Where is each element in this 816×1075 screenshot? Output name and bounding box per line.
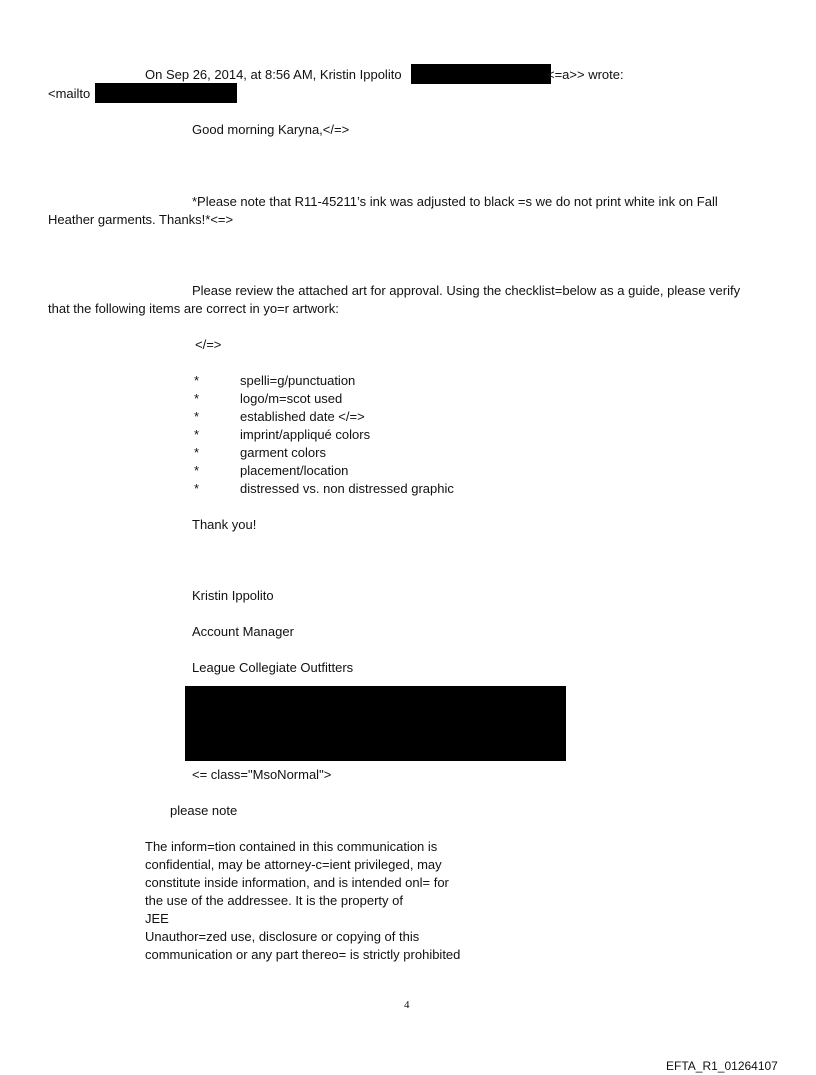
disclaimer-line: JEE (145, 911, 169, 926)
checklist-bullet: * (194, 445, 200, 460)
note-line-2: Heather garments. Thanks!*<=> (48, 212, 234, 227)
review-line-2: that the following items are correct in yo=r artwork: (48, 301, 339, 316)
checklist-item: logo/m=scot used (240, 391, 343, 406)
wrote-suffix: <=a>> wrote: (547, 67, 624, 82)
checklist-bullet: * (194, 481, 200, 496)
checklist-bullet: * (194, 463, 200, 478)
disclaimer-line: confidential, may be attorney-c=ient privileged, may (145, 857, 442, 872)
disclaimer-line: constitute inside information, and is intended onl= for (145, 875, 449, 890)
checklist-bullet: * (194, 391, 200, 406)
please-note: please note (170, 803, 238, 818)
redaction-block-mailto (95, 83, 237, 103)
checklist-item: garment colors (240, 445, 326, 460)
note-line-1: *Please note that R11-45211’s ink was adjusted to black =s we do not print white ink on Fall (192, 194, 718, 209)
checklist-item: placement/location (240, 463, 349, 478)
wrote-prefix: On Sep 26, 2014, at 8:56 AM, Kristin Ippolito (145, 67, 402, 82)
checklist-item: distressed vs. non distressed graphic (240, 481, 454, 496)
disclaimer-line: the use of the addressee. It is the property of (145, 893, 403, 908)
redaction-block-contact (185, 686, 566, 761)
checklist-bullet: * (194, 409, 200, 424)
page-number: 4 (404, 999, 410, 1011)
disclaimer-line: The inform=tion contained in this communication is (145, 839, 438, 854)
checklist-item: imprint/appliqué colors (240, 427, 371, 442)
redaction-block-email (411, 64, 551, 84)
review-line-1: Please review the attached art for approval. Using the checklist=below as a guide, please verify (192, 283, 741, 298)
document-id: EFTA_R1_01264107 (666, 1059, 778, 1073)
checklist-bullet: * (194, 373, 200, 388)
disclaimer-line: Unauthor=zed use, disclosure or copying of this (145, 929, 420, 944)
mailto-link[interactable]: <mailto (48, 86, 91, 101)
mso-tag: <= class="MsoNormal"> (192, 767, 332, 782)
spacer-tag: </=> (195, 337, 222, 352)
checklist-bullet: * (194, 427, 200, 442)
disclaimer-line: communication or any part thereo= is strictly prohibited (145, 947, 461, 962)
thanks-text: Thank you! (192, 517, 257, 532)
greeting: Good morning Karyna,</=> (192, 122, 350, 137)
signature-company: League Collegiate Outfitters (192, 660, 354, 675)
checklist-item: spelli=g/punctuation (240, 373, 356, 388)
signature-name: Kristin Ippolito (192, 588, 274, 603)
checklist-item: established date </=> (240, 409, 365, 424)
signature-title: Account Manager (192, 624, 294, 639)
